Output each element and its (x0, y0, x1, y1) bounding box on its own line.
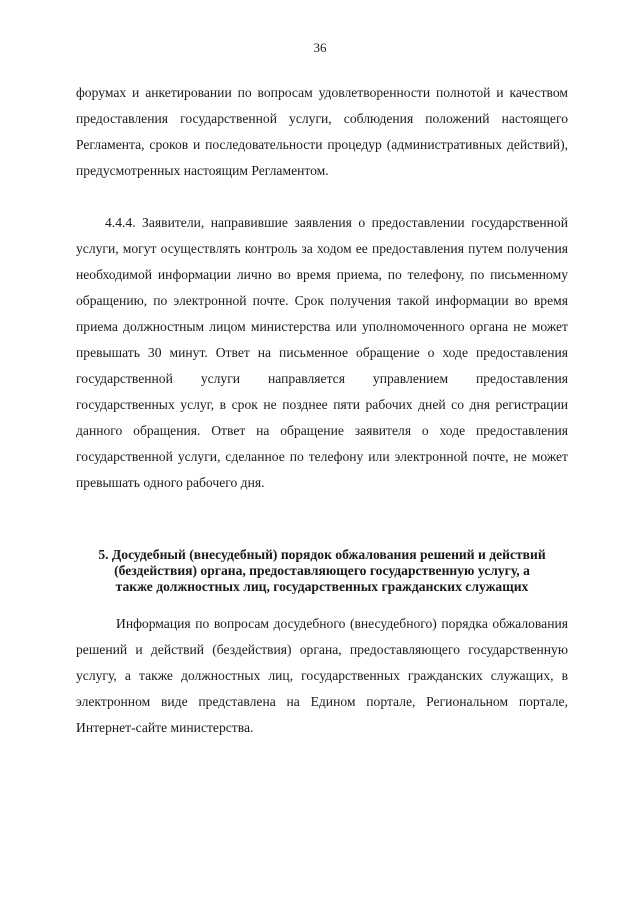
paragraph-text: форумах и анкетировании по вопросам удовлетворенности полнотой и качеством предоставления государственной услуги, соблюдения положений настоящего Регламента, сроков и последовательности процедур (административных действий), предусмотренных настоящим Регламентом. (76, 85, 568, 178)
page-number: 36 (313, 40, 327, 55)
paragraph-text: 4.4.4. Заявители, направившие заявления о предоставлении государственной услуги, могут осуществлять контроль за ходом ее предоставления путем получения необходимой информации лично во время приема, по телефону, по письменному обращению, по электронной почте. Срок получения такой информации во время приема должностным лицом министерства или уполномоченного органа не может превышать 30 минут. Ответ на письменное обращение о ходе предоставления государственной услуги направляется управлением предоставления государственных услуг, в срок не позднее пяти рабочих дней со дня регистрации данного обращения. Ответ на обращение заявителя о ходе предоставления государственной услуги, сделанное по телефону или электронной почте, не может превышать одного рабочего дня. (76, 215, 568, 490)
paragraph-4-4-4 (76, 210, 568, 496)
paragraph-text: Информация по вопросам досудебного (внесудебного) порядка обжалования решений и действий (бездействия) органа, предоставляющего государственную услугу, а также должностных лиц, государственных гражданских служащих, в электронном виде представлена на Едином портале, Региональном портале, Интернет-сайте министерства. (76, 616, 568, 735)
paragraph-continuation (76, 80, 568, 184)
section-title: 5. Досудебный (внесудебный) порядок обжалования решений и действий (бездействия) органа, предоставляющего государственную услугу, а также должностных лиц, государственных гражданских служащих (98, 547, 546, 594)
paragraph-section-5 (76, 611, 568, 741)
